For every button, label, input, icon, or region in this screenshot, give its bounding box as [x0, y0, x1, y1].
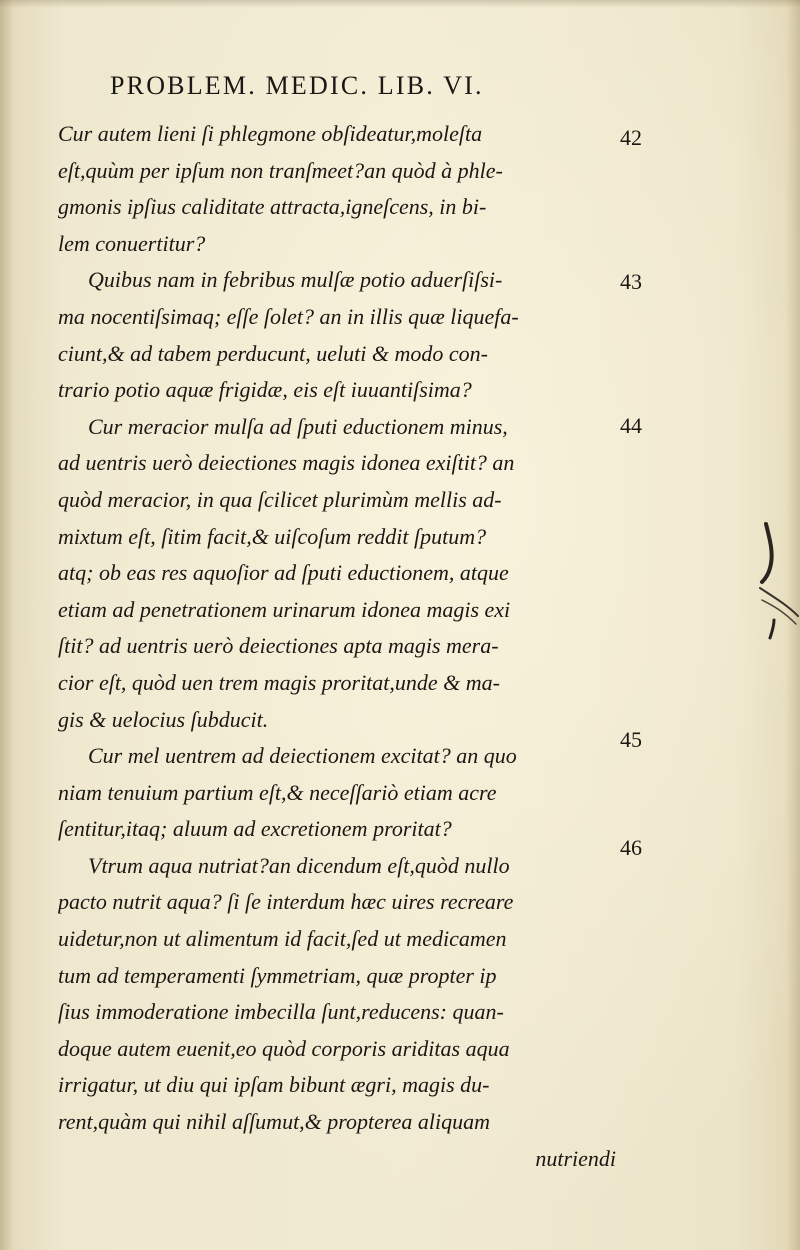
text-line: quòd meracior, in qua ſcilicet plurimùm mellis ad-	[58, 486, 502, 512]
ink-mark-icon	[752, 520, 800, 640]
margin-number: 42	[620, 125, 642, 150]
catchword: nutriendi	[535, 1145, 616, 1171]
text-line: rent,quàm qui nihil aſſumut,& propterea aliquam	[58, 1109, 491, 1135]
text-line: ad uentris uerò deiectiones magis idonea exiſtit? an	[58, 450, 515, 476]
text-line: lem conuertitur?	[58, 230, 206, 256]
text-line: ciunt,& ad tabem perducunt, ueluti & modo con-	[58, 340, 488, 366]
text-line: cior eſt, quòd uen trem magis proritat,unde & ma-	[58, 669, 500, 695]
text-line: Cur autem lieni ſi phlegmone obſideatur,moleſta	[58, 121, 483, 146]
text-line: etiam ad penetrationem urinarum idonea magis exi	[58, 596, 511, 622]
text-line: Cur mel uentrem ad deiectionem excitat? an quo	[88, 743, 517, 769]
body-text	[58, 116, 618, 1177]
text-line: ſtit? ad uentris uerò deiectiones apta magis mera-	[58, 633, 499, 659]
text-line: mixtum eſt, ſitim facit,& uiſcoſum reddit ſputum?	[58, 523, 487, 549]
page-left-edge	[0, 0, 14, 1250]
text-line: uidetur,non ut alimentum id facit,ſed ut medicamen	[58, 926, 507, 952]
text-line: trario potio aquæ frigidæ, eis eſt iuuantiſsima?	[58, 377, 472, 403]
text-line: doque autem euenit,eo quòd corporis ariditas aqua	[58, 1035, 510, 1061]
text-line: gmonis ipſius caliditate attracta,igneſcens, in bi-	[58, 194, 487, 220]
text-line: atq; ob eas res aquoſior ad ſputi eductionem, atque	[58, 560, 509, 586]
text-line: pacto nutrit aqua? ſi ſe interdum hæc uires recreare	[58, 889, 514, 915]
text-line: ſius immoderatione imbecilla ſunt,reducens: quan-	[58, 999, 504, 1025]
text-line: tum ad temperamenti ſymmetriam, quæ propter ip	[58, 962, 497, 988]
margin-number: 46	[620, 835, 642, 860]
text-line: eſt,quùm per ipſum non tranſmeet?an quòd à phle-	[58, 157, 503, 183]
margin-number: 43	[620, 269, 642, 294]
text-line: Quibus nam in febribus mulſæ potio aduerſiſsi-	[88, 267, 503, 293]
page-top-edge	[0, 0, 800, 8]
text-line: irrigatur, ut diu qui ipſam bibunt ægri, magis du-	[58, 1072, 490, 1098]
text-line: Cur meracior mulſa ad ſputi eductionem minus,	[88, 413, 508, 439]
text-line: Vtrum aqua nutriat?an dicendum eſt,quòd nullo	[88, 852, 510, 878]
text-line: ſentitur,itaq; aluum ad excretionem proritat?	[58, 816, 452, 842]
text-line: gis & uelocius ſubducit.	[58, 706, 269, 732]
margin-number: 45	[620, 727, 642, 752]
text-line: ma nocentiſsimaq; eſſe ſolet? an in illis quæ liquefa-	[58, 303, 519, 329]
margin-number: 44	[620, 413, 642, 438]
running-head: PROBLEM. MEDIC. LIB. VI.	[110, 71, 484, 100]
text-line: niam tenuium partium eſt,& neceſſariò etiam acre	[58, 779, 497, 805]
